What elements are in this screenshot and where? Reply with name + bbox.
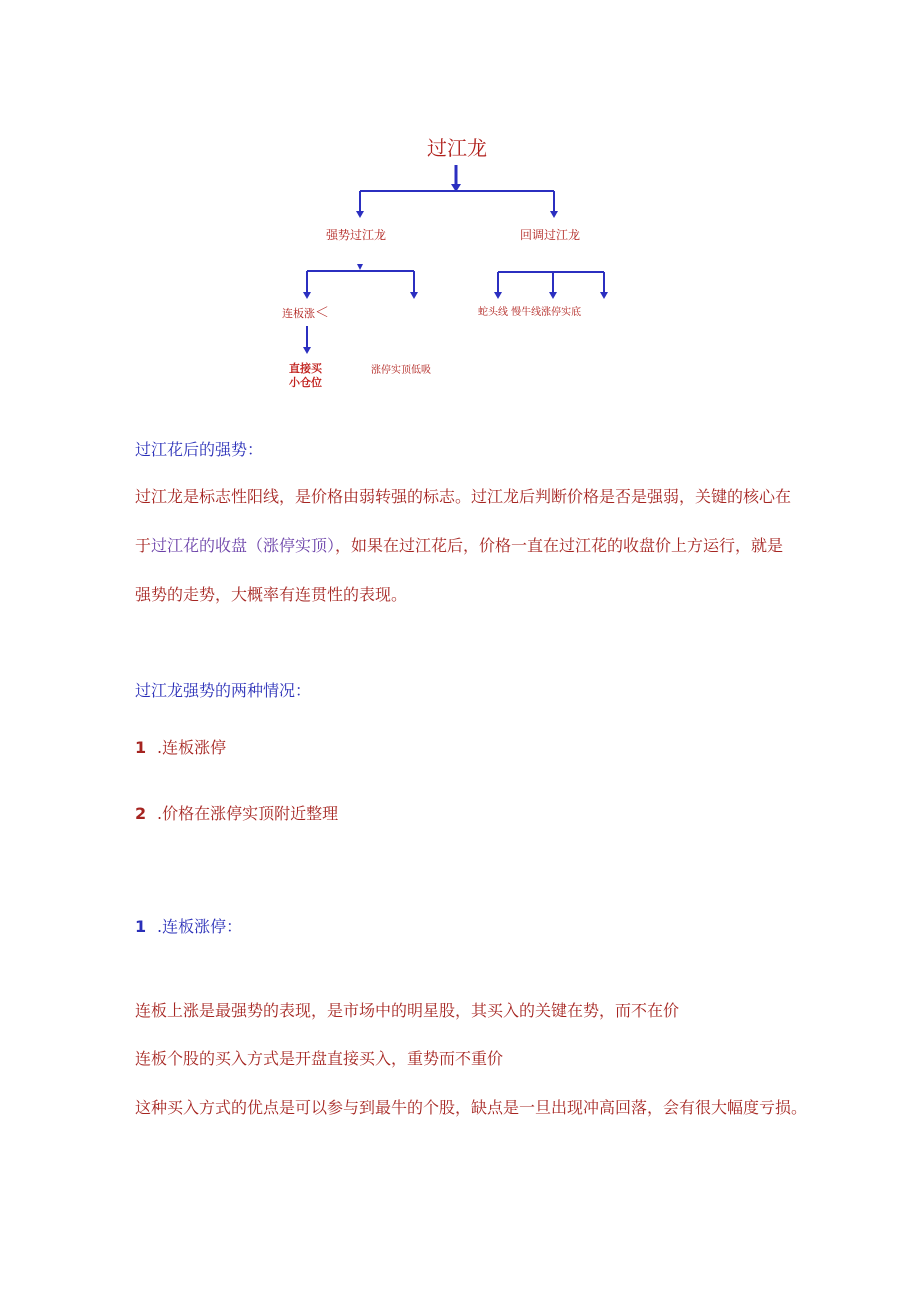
tree-diagram <box>0 0 920 420</box>
section2-heading: 过江龙强势的两种情况： <box>135 681 312 700</box>
list-item <box>135 738 226 758</box>
diagram-right-branch-label: 回调过江龙 <box>520 228 581 242</box>
section3-heading <box>135 917 242 937</box>
section3-heading-number: 1 <box>135 917 147 936</box>
para-line-2-highlight: 过江花的收盘（涨停实顶） <box>151 536 336 555</box>
section1-para-line-2 <box>135 536 783 556</box>
diagram-left-leaf-2: 涨停实顶低吸 <box>371 365 431 376</box>
section3-line-2: 连板个股的买入方式是开盘直接买入，重势而不重价 <box>135 1049 504 1068</box>
para-line-2-suffix: ，如果在过江花后，价格一直在过江花的收盘价上方运行，就是 <box>335 536 784 555</box>
list-item-text: .连板涨停 <box>157 738 227 757</box>
left-leaf-1-mark: ＜ <box>315 305 329 321</box>
diagram-left-leaf-1-child <box>289 362 322 390</box>
section1-para-line-1: 过江龙是标志性阳线，是价格由弱转强的标志。过江龙后判断价格是否是强弱，关键的核心在 <box>135 487 792 506</box>
diagram-connectors <box>0 0 920 420</box>
list-item-text: .价格在涨停实顶附近整理 <box>157 804 339 823</box>
diagram-right-leaves: 蛇头线 慢牛线涨停实底 <box>478 307 582 318</box>
list-item-number: 2 <box>135 804 147 823</box>
section1-para-line-3: 强势的走势，大概率有连贯性的表现。 <box>135 585 408 604</box>
section3-heading-text: .连板涨停： <box>157 917 243 936</box>
left-leaf-child-line-1: 直接买 <box>289 362 322 375</box>
left-leaf-1-label: 连板涨 <box>282 307 315 320</box>
list-item <box>135 804 338 824</box>
diagram-left-branch-label: 强势过江龙 <box>326 228 387 242</box>
section3-line-3: 这种买入方式的优点是可以参与到最牛的个股，缺点是一旦出现冲高回落，会有很大幅度亏损。 <box>135 1098 808 1117</box>
diagram-root-label: 过江龙 <box>427 136 487 160</box>
left-leaf-child-line-2: 小仓位 <box>289 376 322 389</box>
section1-heading: 过江花后的强势： <box>135 440 264 459</box>
section3-line-1: 连板上涨是最强势的表现，是市场中的明星股，其买入的关键在势，而不在价 <box>135 1001 680 1020</box>
diagram-left-leaf-1 <box>282 306 329 321</box>
para-line-2-prefix: 于 <box>135 536 152 555</box>
list-item-number: 1 <box>135 738 147 757</box>
